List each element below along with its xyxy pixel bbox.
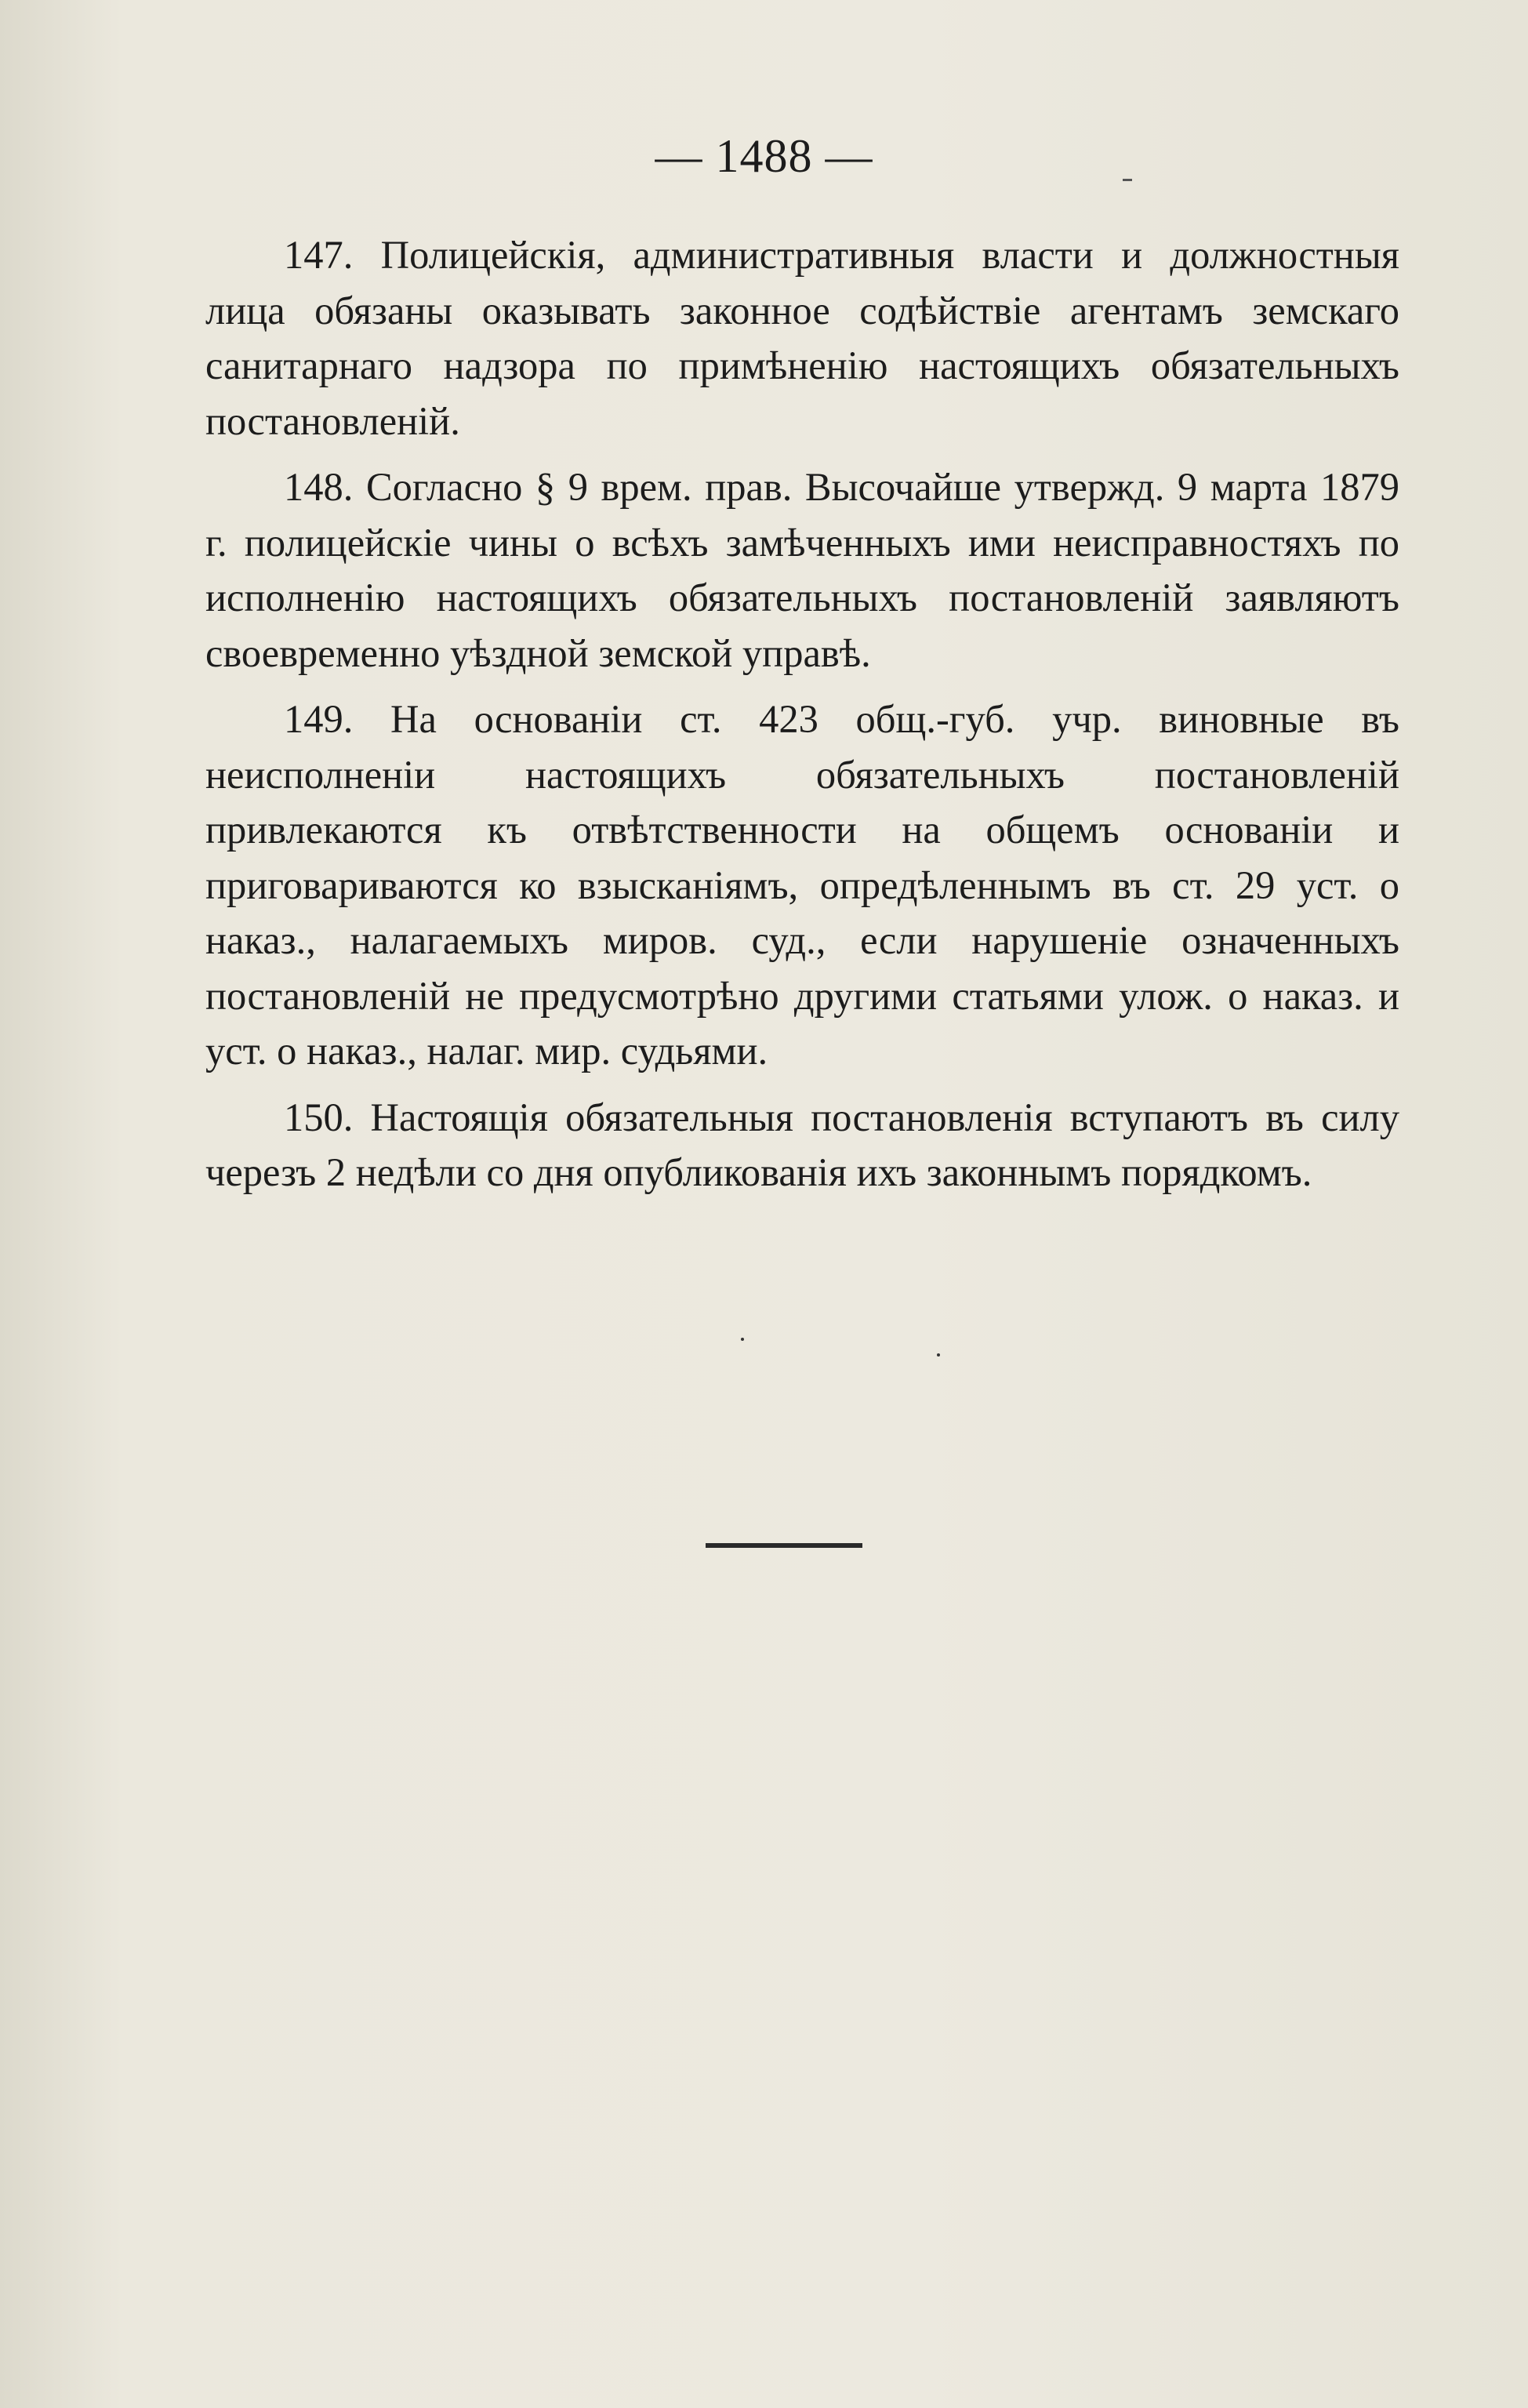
paragraph-148: 148. Согласно § 9 врем. прав. Высочайше утвержд. 9 марта 1879 г. полицейскіе чины о всѣхъ замѣченныхъ ими неисправностяхъ по исполненію настоящихъ обязательныхъ постановленій заявляютъ своевременно уѣздной земской управѣ. [205, 465, 1399, 675]
paragraph-149: 149. На основаніи ст. 423 общ.-губ. учр. виновные въ неисполненіи настоящихъ обязательныхъ постановленій привлекаются къ отвѣтственности на общемъ основаніи и приговариваются ко взысканіямъ, опредѣленнымъ въ ст. 29 уст. о наказ., налагаемыхъ миров. суд., если нарушеніе означенныхъ постановленій не предусмотрѣно другими статьями улож. о наказ. и уст. о наказ., налаг. мир. судьями. [205, 697, 1399, 1073]
page-number: — 1488 — [655, 130, 873, 182]
section-divider [706, 1543, 862, 1548]
paragraph-150: 150. Настоящія обязательныя постановленія вступаютъ въ силу черезъ 2 недѣли со дня опубликованія ихъ законнымъ порядкомъ. [205, 1095, 1399, 1194]
paragraph-147: 147. Полицейскія, административныя власти и должностныя лица обязаны оказывать законное содѣйствіе агентамъ земскаго санитарнаго надзора по примѣненію настоящихъ обязательныхъ постановленій. [205, 233, 1399, 443]
stray-ink-mark [1123, 179, 1132, 181]
ink-speck [937, 1353, 940, 1357]
main-text [205, 227, 1399, 1211]
ink-speck [741, 1338, 744, 1341]
